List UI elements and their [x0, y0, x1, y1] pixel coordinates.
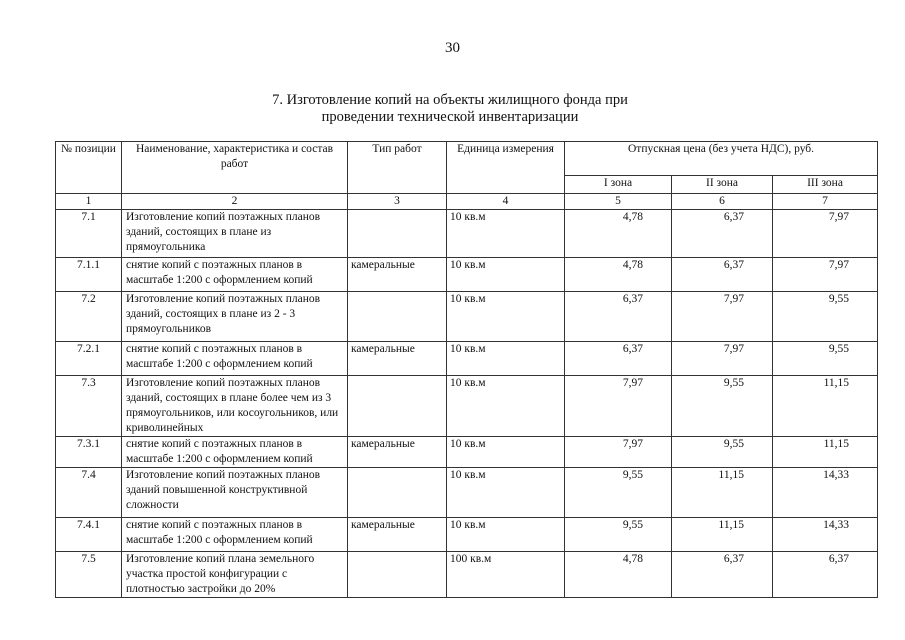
work-name-cell: Изготовление копий поэтажных планов зданий, состоящих в плане из 2 - 3 прямоугольников	[122, 292, 348, 342]
unit-cell: 10 кв.м	[447, 468, 565, 518]
table-row	[56, 376, 878, 437]
price-zone-2-cell: 9,55	[672, 376, 773, 437]
price-zone-3-cell: 11,15	[773, 376, 878, 437]
table-row	[56, 210, 878, 258]
price-zone-2-cell: 7,97	[672, 342, 773, 376]
position-cell: 7.4	[56, 468, 122, 518]
table-row	[56, 292, 878, 342]
work-type-cell: камеральные	[348, 342, 447, 376]
work-name-cell: Изготовление копий поэтажных планов зданий, состоящих в плане более чем из 3 прямоугольников, или косоугольников, или криволинейных	[122, 376, 348, 437]
header-zone-2: II зона	[672, 176, 773, 194]
price-zone-1-cell: 6,37	[565, 342, 672, 376]
column-number: 5	[565, 194, 672, 210]
price-zone-2-cell: 6,37	[672, 552, 773, 598]
price-zone-1-cell: 9,55	[565, 468, 672, 518]
unit-cell: 10 кв.м	[447, 437, 565, 468]
price-zone-3-cell: 14,33	[773, 468, 878, 518]
unit-cell: 100 кв.м	[447, 552, 565, 598]
price-zone-2-cell: 9,55	[672, 437, 773, 468]
column-number-row	[56, 194, 878, 210]
price-zone-1-cell: 6,37	[565, 292, 672, 342]
price-zone-1-cell: 7,97	[565, 376, 672, 437]
position-cell: 7.3.1	[56, 437, 122, 468]
position-cell: 7.1.1	[56, 258, 122, 292]
work-name-cell: снятие копий с поэтажных планов в масштабе 1:200 с оформлением копий	[122, 518, 348, 552]
price-zone-1-cell: 9,55	[565, 518, 672, 552]
column-number: 4	[447, 194, 565, 210]
unit-cell: 10 кв.м	[447, 376, 565, 437]
work-type-cell: камеральные	[348, 437, 447, 468]
header-position: № позиции	[56, 142, 122, 194]
price-zone-3-cell: 7,97	[773, 210, 878, 258]
position-cell: 7.1	[56, 210, 122, 258]
table-row	[56, 258, 878, 292]
work-type-cell	[348, 376, 447, 437]
unit-cell: 10 кв.м	[447, 292, 565, 342]
price-zone-3-cell: 9,55	[773, 342, 878, 376]
header-zone-1: I зона	[565, 176, 672, 194]
work-type-cell	[348, 210, 447, 258]
price-zone-3-cell: 14,33	[773, 518, 878, 552]
work-name-cell: Изготовление копий поэтажных планов зданий, состоящих в плане из прямоугольника	[122, 210, 348, 258]
header-price-group: Отпускная цена (без учета НДС), руб.	[565, 142, 878, 176]
price-zone-2-cell: 11,15	[672, 468, 773, 518]
work-name-cell: Изготовление копий поэтажных планов зданий повышенной конструктивной сложности	[122, 468, 348, 518]
position-cell: 7.2.1	[56, 342, 122, 376]
price-zone-3-cell: 7,97	[773, 258, 878, 292]
price-table	[55, 141, 878, 598]
section-title-line-1: 7. Изготовление копий на объекты жилищного фонда при	[272, 92, 628, 108]
unit-cell: 10 кв.м	[447, 258, 565, 292]
unit-cell: 10 кв.м	[447, 210, 565, 258]
work-type-cell: камеральные	[348, 518, 447, 552]
price-zone-2-cell: 6,37	[672, 210, 773, 258]
work-type-cell: камеральные	[348, 258, 447, 292]
price-zone-3-cell: 6,37	[773, 552, 878, 598]
unit-cell: 10 кв.м	[447, 518, 565, 552]
header-zone-3: III зона	[773, 176, 878, 194]
price-zone-2-cell: 6,37	[672, 258, 773, 292]
header-work-type: Тип работ	[348, 142, 447, 194]
price-zone-1-cell: 4,78	[565, 210, 672, 258]
table-row	[56, 468, 878, 518]
table-row	[56, 518, 878, 552]
work-name-cell: снятие копий с поэтажных планов в масштабе 1:200 с оформлением копий	[122, 342, 348, 376]
work-type-cell	[348, 292, 447, 342]
column-number: 7	[773, 194, 878, 210]
position-cell: 7.4.1	[56, 518, 122, 552]
work-name-cell: снятие копий с поэтажных планов в масштабе 1:200 с оформлением копий	[122, 258, 348, 292]
page-number: 30	[445, 40, 460, 56]
table-row	[56, 437, 878, 468]
section-title-line-2: проведении технической инвентаризации	[321, 109, 579, 125]
price-zone-3-cell: 9,55	[773, 292, 878, 342]
price-zone-1-cell: 4,78	[565, 552, 672, 598]
price-zone-2-cell: 11,15	[672, 518, 773, 552]
price-zone-1-cell: 7,97	[565, 437, 672, 468]
header-row	[56, 142, 878, 176]
position-cell: 7.2	[56, 292, 122, 342]
column-number: 6	[672, 194, 773, 210]
column-number: 2	[122, 194, 348, 210]
header-name: Наименование, характеристика и состав работ	[122, 142, 348, 194]
work-type-cell	[348, 552, 447, 598]
header-unit: Единица измерения	[447, 142, 565, 194]
work-name-cell: Изготовление копий плана земельного участка простой конфигурации с плотностью застройки до 20%	[122, 552, 348, 598]
column-number: 1	[56, 194, 122, 210]
price-zone-1-cell: 4,78	[565, 258, 672, 292]
work-name-cell: снятие копий с поэтажных планов в масштабе 1:200 с оформлением копий	[122, 437, 348, 468]
price-zone-3-cell: 11,15	[773, 437, 878, 468]
column-number: 3	[348, 194, 447, 210]
table-row	[56, 552, 878, 598]
section-title	[240, 92, 660, 126]
work-type-cell	[348, 468, 447, 518]
position-cell: 7.3	[56, 376, 122, 437]
price-zone-2-cell: 7,97	[672, 292, 773, 342]
table-row	[56, 342, 878, 376]
position-cell: 7.5	[56, 552, 122, 598]
unit-cell: 10 кв.м	[447, 342, 565, 376]
